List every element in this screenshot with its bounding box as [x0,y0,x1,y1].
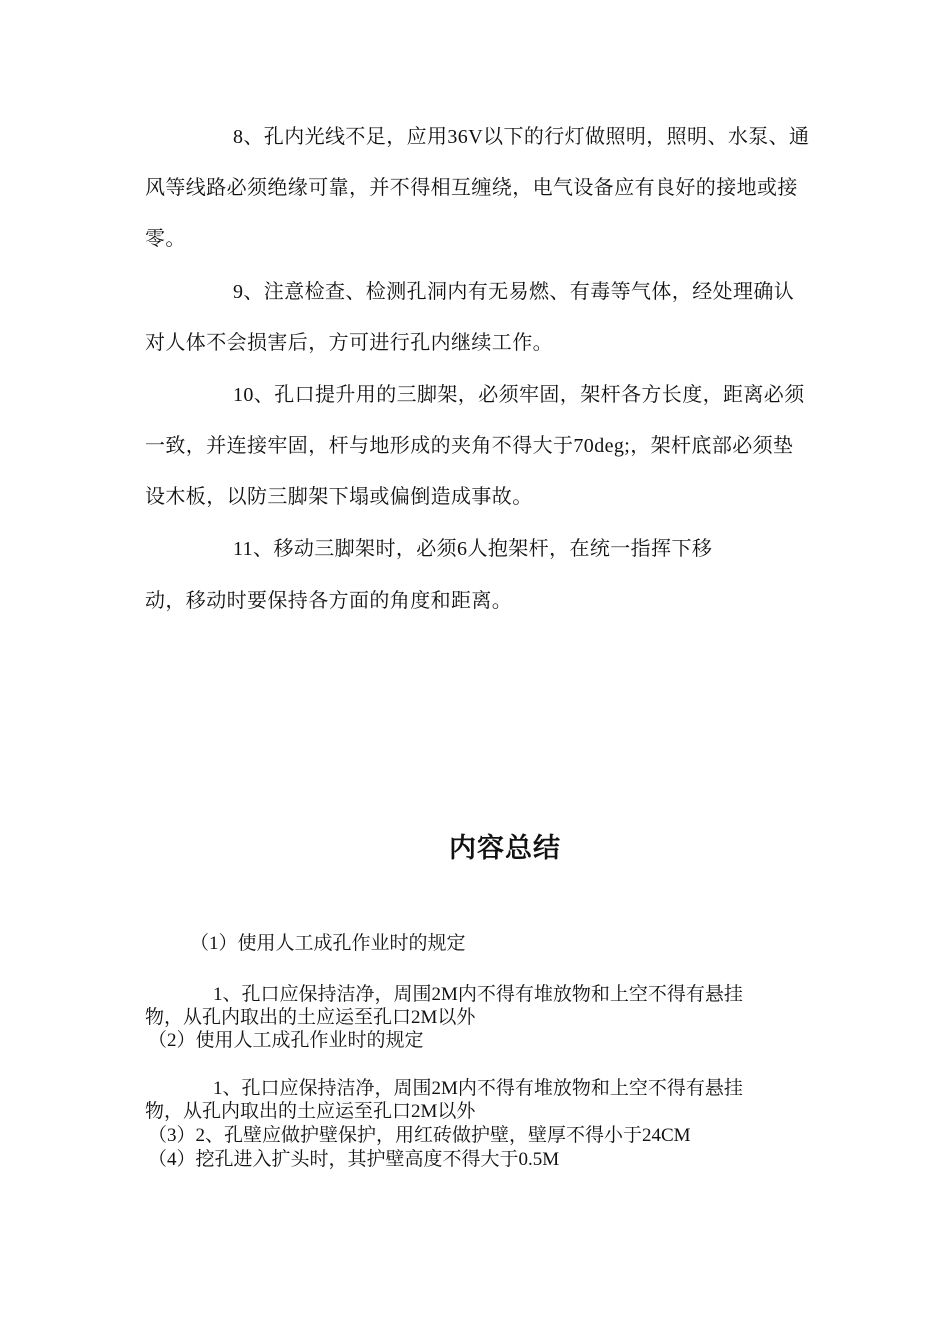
summary-item-1-line-2: 物，从孔内取出的土应运至孔口2M以外 [145,1007,476,1028]
summary-item-4: （4）挖孔进入扩头时，其护壁高度不得大于0.5M [148,1149,560,1170]
paragraph-9: 9、注意检查、检测孔洞内有无易燃、有毒等气体，经处理确认对人体不会损害后，方可进行孔内继续工作。 [145,281,795,354]
paragraph-10: 10、孔口提升用的三脚架，必须牢固，架杆各方长度，距离必须一致，并连接牢固，杆与地形成的夹角不得大于70deg;，架杆底部必须垫设木板，以防三脚架下塌或偏倒造成事故。 [145,384,805,508]
paragraph-8: 8、孔内光线不足，应用36V以下的行灯做照明，照明、水泵、通风等线路必须绝缘可靠，并不得相互缠绕，电气设备应有良好的接地或接零。 [145,126,810,250]
summary-item-3: （3）2、孔壁应做护壁保护，用红砖做护壁，壁厚不得小于24CM [148,1125,691,1146]
summary-title: 内容总结 [449,833,561,863]
summary-heading-1: （1）使用人工成孔作业时的规定 [190,933,466,954]
summary-item-1-line-1: 1、孔口应保持洁净，周围2M内不得有堆放物和上空不得有悬挂 [213,984,743,1005]
summary-item-2-line-2: 物，从孔内取出的土应运至孔口2M以外 [145,1101,476,1122]
summary-item-2-line-1: 1、孔口应保持洁净，周围2M内不得有堆放物和上空不得有悬挂 [213,1078,743,1099]
paragraph-11-line-2: 动，移动时要保持各方面的角度和距离。 [145,590,513,612]
paragraph-11-line-1: 11、移动三脚架时，必须6人抱架杆，在统一指挥下移 [233,538,713,560]
summary-heading-2: （2）使用人工成孔作业时的规定 [148,1030,424,1051]
